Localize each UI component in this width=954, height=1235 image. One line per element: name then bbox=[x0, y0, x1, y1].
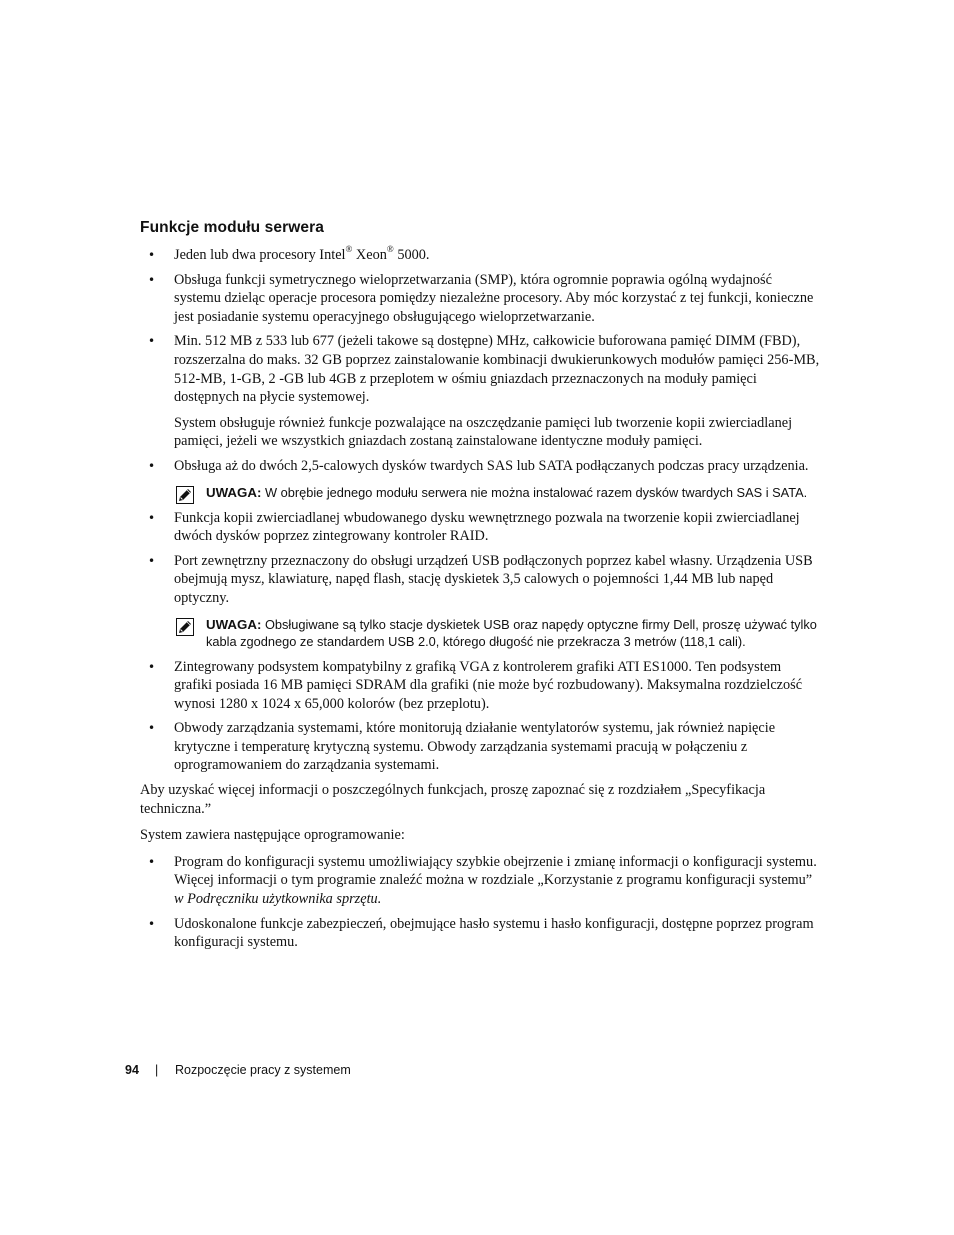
list-item bbox=[140, 915, 820, 952]
bullet-text: Port zewnętrzny przeznaczony do obsługi urządzeń USB podłączonych poprzez kabel własny. Urządzenia USB obejmują mysz, klawiaturę, napęd flash, stację dyskietek 3,5 calowych o pojemności 1,44 MB lub napęd optyczny. bbox=[174, 552, 813, 606]
feature-text: Jeden lub dwa procesory Intel bbox=[174, 247, 346, 263]
manual-reference: w Podręczniku użytkownika sprzętu. bbox=[174, 891, 382, 908]
bullet-icon: • bbox=[148, 510, 156, 525]
software-text: Program do konfiguracji systemu umożliwiający szybkie obejrzenie i zmianę informacji o konfiguracji systemu. Więcej informacji o tym programie znaleźć można w rozdziale „Korzystanie z programu konfiguracji systemu” bbox=[174, 853, 817, 889]
page-footer bbox=[125, 1063, 351, 1077]
bullet-icon: • bbox=[148, 721, 156, 736]
list-item bbox=[140, 853, 820, 909]
footer-separator: | bbox=[155, 1063, 159, 1077]
feature-text: 5000. bbox=[393, 247, 430, 263]
note-box bbox=[174, 616, 820, 650]
bullet-icon: • bbox=[148, 334, 156, 349]
info-paragraph: Aby uzyskać więcej informacji o poszczególnych funkcjach, proszę zapoznać się z rozdziałem „Specyfikacja techniczna.” bbox=[140, 782, 766, 817]
registered-mark: ® bbox=[386, 244, 394, 255]
list-item bbox=[140, 332, 820, 451]
features-list bbox=[140, 658, 820, 776]
main-content bbox=[140, 246, 820, 958]
note-pencil-icon bbox=[176, 486, 194, 504]
bullet-icon: • bbox=[148, 854, 156, 869]
bullet-text: Obsługa funkcji symetrycznego wieloprzetwarzania (SMP), która ogromnie poprawia ogólną wydajność systemu dzieląc operacje procesora pomiędzy niezależne procesory. Aby móc korzystać z tej funkcji, konieczne jest posiadanie systemu operacyjnego obsługującego wieloprzetwarzanie. bbox=[174, 271, 814, 325]
registered-mark: ® bbox=[345, 244, 353, 255]
bullet-subparagraph: System obsługuje również funkcje pozwalające na oszczędzanie pamięci lub tworzenie kopii zwierciadlanej pamięci, jeżeli we wszystkich gniazdach zostaną zainstalowane identyczne moduły pamięci. bbox=[174, 414, 793, 450]
bullet-text bbox=[174, 853, 820, 909]
footer-section-title: Rozpoczęcie pracy z systemem bbox=[175, 1063, 351, 1077]
feature-text: Xeon bbox=[352, 247, 387, 263]
list-item bbox=[140, 552, 820, 608]
list-item bbox=[140, 457, 820, 476]
bullet-icon: • bbox=[148, 458, 156, 473]
note-label: UWAGA: bbox=[206, 616, 262, 632]
note-pencil-icon bbox=[176, 618, 194, 636]
note-label: UWAGA: bbox=[206, 484, 262, 500]
software-list bbox=[140, 853, 820, 952]
section-heading: Funkcje modułu serwera bbox=[140, 219, 324, 236]
bullet-text bbox=[174, 246, 820, 265]
note-text: W obrębie jednego modułu serwera nie można instalować razem dysków twardych SAS i SATA. bbox=[261, 484, 808, 500]
list-item bbox=[140, 271, 820, 327]
list-item bbox=[140, 509, 820, 546]
bullet-icon: • bbox=[148, 553, 156, 568]
bullet-icon: • bbox=[148, 248, 156, 262]
list-item bbox=[140, 719, 820, 775]
bullet-icon: • bbox=[148, 272, 156, 287]
bullet-text: Udoskonalone funkcje zabezpieczeń, obejmujące hasło systemu i hasło konfiguracji, dostępne poprzez program konfiguracji systemu. bbox=[174, 915, 814, 951]
features-list bbox=[140, 509, 820, 608]
bullet-text: Obwody zarządzania systemami, które monitorują działanie wentylatorów systemu, jak również napięcie krytyczne i temperaturę krytyczną systemu. Obwody zarządzania systemami pracują w połączeniu z oprogramowaniem do zarządzania systemami. bbox=[174, 720, 776, 774]
list-item bbox=[140, 658, 820, 714]
bullet-text: Funkcja kopii zwierciadlanej wbudowanego dysku wewnętrznego pozwala na tworzenie kopii zwierciadlanej dwóch dysków poprzez zintegrowany kontroler RAID. bbox=[174, 509, 800, 545]
software-intro-paragraph: System zawiera następujące oprogramowanie: bbox=[140, 827, 405, 844]
bullet-text: Obsługa aż do dwóch 2,5-calowych dysków twardych SAS lub SATA podłączanych podczas pracy urządzenia. bbox=[174, 457, 809, 474]
note-box bbox=[174, 484, 820, 501]
list-item bbox=[140, 246, 820, 265]
note-text: Obsługiwane są tylko stacje dyskietek USB oraz napędy optyczne firmy Dell, proszę używać tylko kabla zgodnego ze standardem USB 2.0, którego długość nie przekracza 3 metrów (118,1 cali). bbox=[206, 616, 817, 649]
bullet-icon: • bbox=[148, 659, 156, 674]
bullet-text: Min. 512 MB z 533 lub 677 (jeżeli takowe są dostępne) MHz, całkowicie buforowana pamięć DIMM (FBD), rozszerzalna do maks. 32 GB poprzez zainstalowanie kombinacji dwukierunkowych modułów pamięci 256-MB, 512-MB, 1-GB, 2 -GB lub 4GB z przeplotem w ośmiu gniazdach przeznaczonych na moduły pamięci dostępnych na płycie systemowej. bbox=[174, 333, 820, 406]
bullet-icon: • bbox=[148, 916, 156, 931]
features-list bbox=[140, 246, 820, 476]
page-number: 94 bbox=[125, 1063, 139, 1077]
bullet-text: Zintegrowany podsystem kompatybilny z grafiką VGA z kontrolerem grafiki ATI ES1000. Ten podsystem grafiki posiada 16 MB pamięci SDRAM dla grafiki (nie może być rozbudowany). Maksymalna rozdzielczość wynosi 1280 x 1024 x 65,000 kolorów (bez przeplotu). bbox=[174, 658, 803, 712]
